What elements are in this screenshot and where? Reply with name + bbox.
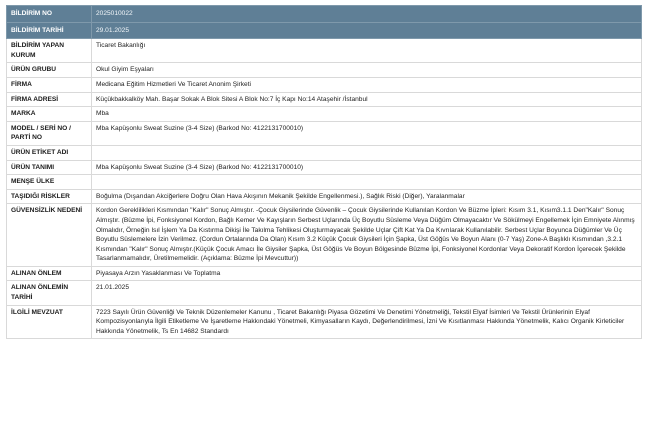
field-label: MARKA: [7, 107, 92, 122]
field-label: BİLDİRİM YAPAN KURUM: [7, 39, 92, 63]
field-value: Ticaret Bakanlığı: [92, 39, 642, 63]
field-value: Kordon Gereklilikleri Kısmından "Kalır" Sonuç Almıştır. -Çocuk Giysilerinde Güvenlik – Çocuk Giysilerinde Kullanılan Kordon Ve Büzme İpleri: Kısım 3.1, Kısım3.1.1 Den"Kalır" Sonuç Almıştır. (Büzme İpi, Fonksiyonel Kordon, Bağlı Kemer Ve Kayışların Serbest Uçlarında Üç Boyutlu Süsleme Veya Düğüm Olmayacaktır Ve Sökülmeyi Engellemek İçin Emniyete Alınmış Olmalıdır, Örneğin Isıl İşlem Ya Da Kıstırma Dikişi İle Takılma Tehlikesi Oluşturmayacak Şekilde Uçlar Çift Kat Ya Da Kıvrılarak Kullanılabilir. Serbest Uçlar Boyunca Düğümler Ve Üç Boyutlu Süslemelere İzin Verilmez. (Cordun Ortalarında Da Olan) Kısım 3.2 Küçük Çocuk Giysileri İçin Şapka, Üst Göğüs Ve Boyun Alanı (0-7 Yaş) Zone-A Başlıklı Kısmından ,3.2.1 Kısmından "Kalır" Sonuç Almıştır.(Küçük Çocuk Amacı İle Giysiler Şapka, Üst Göğüs Ve Boyun Bölgesinde Büzme İpi, Fonksiyonel Kordonlar Veya Dekoratif Kordon İçerecek Şekilde Tasarlanmamalıdır, Üretilmemelidir. (Açıklama: Büzme İpi Mevcuttur)): [92, 204, 642, 267]
field-value: Mba Kapüşonlu Sweat Suzine (3-4 Size) (Barkod No: 4122131700010): [92, 121, 642, 145]
field-value: 2025010022: [92, 6, 642, 23]
field-value: Okul Giyim Eşyaları: [92, 63, 642, 78]
field-value: Mba: [92, 107, 642, 122]
field-label: TAŞIDIĞI RİSKLER: [7, 189, 92, 204]
table-row: [7, 305, 642, 339]
field-label: BİLDİRİM NO: [7, 6, 92, 23]
notification-table: [6, 5, 642, 339]
field-value: Piyasaya Arzın Yasaklanması Ve Toplatma: [92, 266, 642, 281]
field-value: [92, 145, 642, 160]
field-label: MODEL / SERİ NO / PARTİ NO: [7, 121, 92, 145]
field-label: MENŞE ÜLKE: [7, 175, 92, 190]
table-row: [7, 204, 642, 267]
table-row: [7, 121, 642, 145]
field-value: Mba Kapüşonlu Sweat Suzine (3-4 Size) (Barkod No: 4122131700010): [92, 160, 642, 175]
field-label: ÜRÜN ETİKET ADI: [7, 145, 92, 160]
table-row: [7, 175, 642, 190]
notification-detail: [6, 5, 642, 339]
field-value: Boğulma (Dışarıdan Akciğerlere Doğru Olan Hava Akışının Mekanik Şekilde Engellenmesi.), Sağlık Riski (Diğer), Yaralanmalar: [92, 189, 642, 204]
field-label: BİLDİRİM TARİHİ: [7, 22, 92, 39]
table-row: [7, 266, 642, 281]
field-value: [92, 175, 642, 190]
table-row: [7, 77, 642, 92]
field-label: GÜVENSİZLİK NEDENİ: [7, 204, 92, 267]
table-row: [7, 189, 642, 204]
table-row: [7, 281, 642, 305]
field-label: FİRMA: [7, 77, 92, 92]
table-row: [7, 145, 642, 160]
field-value: Medicana Eğitim Hizmetleri Ve Ticaret Anonim Şirketi: [92, 77, 642, 92]
field-label: ALINAN ÖNLEMİN TARİHİ: [7, 281, 92, 305]
table-row: [7, 6, 642, 23]
field-label: ÜRÜN TANIMI: [7, 160, 92, 175]
table-row: [7, 92, 642, 107]
table-row: [7, 160, 642, 175]
field-value: 7223 Sayılı Ürün Güvenliği Ve Teknik Düzenlemeler Kanunu , Ticaret Bakanlığı Piyasa Gözetimi Ve Denetimi Yönetmeliği, Tekstil Elyaf İsimleri Ve Tekstil Ürünlerinin Elyaf Kompozisyonlarıyla İlgili Etiketleme Ve İşaretleme Hakkındaki Yönetmeli, Kimyasalların Kaydı, Değerlendirilmesi, İzni Ve Kısıtlanması Hakkında Yönetmelik, Kalıcı Organik Kirleticiler Hakkında Yönetmelik, Ts En 14682 Standardı: [92, 305, 642, 339]
field-value: Küçükbakkalköy Mah. Başar Sokak A Blok Sitesi A Blok No:7 İç Kapı No:14 Ataşehir /İstanbul: [92, 92, 642, 107]
field-value: 29.01.2025: [92, 22, 642, 39]
field-value: 21.01.2025: [92, 281, 642, 305]
table-row: [7, 107, 642, 122]
field-label: ÜRÜN GRUBU: [7, 63, 92, 78]
table-row: [7, 63, 642, 78]
table-row: [7, 22, 642, 39]
field-label: ALINAN ÖNLEM: [7, 266, 92, 281]
table-row: [7, 39, 642, 63]
field-label: İLGİLİ MEVZUAT: [7, 305, 92, 339]
field-label: FİRMA ADRESİ: [7, 92, 92, 107]
